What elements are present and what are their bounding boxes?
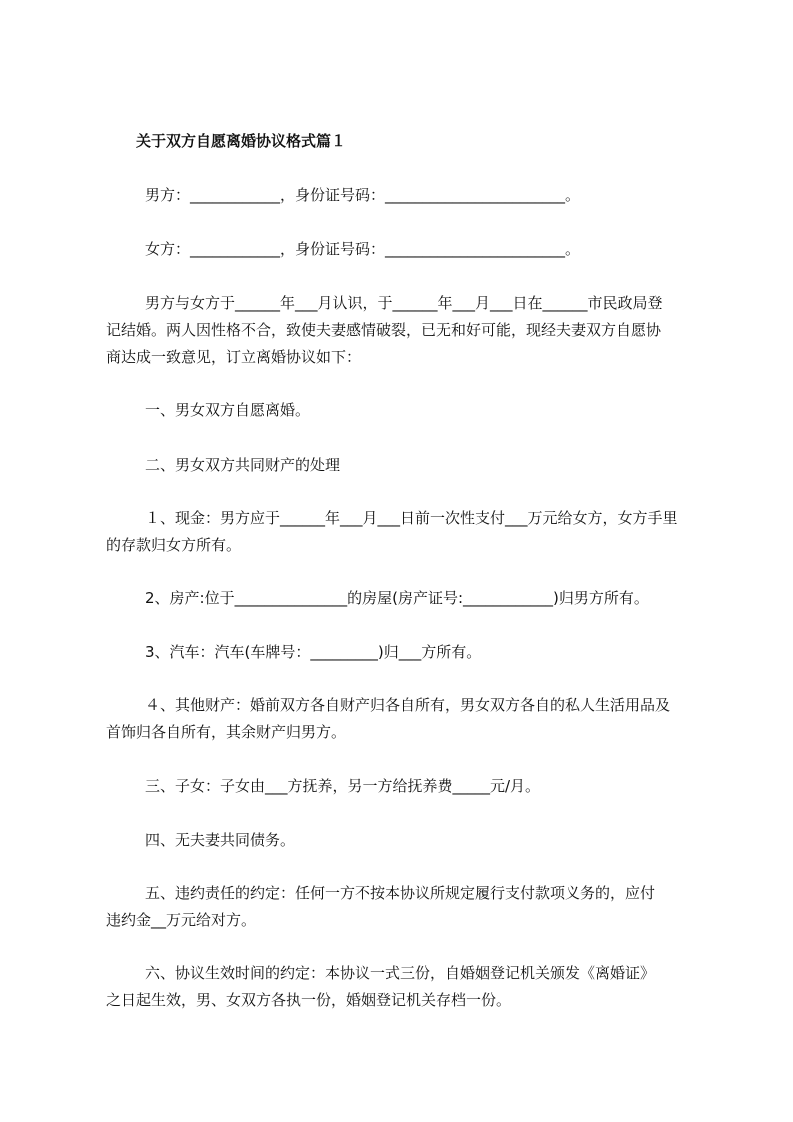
clause-2-heading: 二、男女双方共同财产的处理: [145, 456, 341, 474]
clause-5-line-2: 违约金__万元给对方。: [106, 911, 257, 929]
cash-line-1: １、现金：男方应于______年___月___日前一次性支付___万元给女方，女方手里: [145, 509, 678, 527]
male-party-line: 男方：____________，身份证号码：________________________。: [145, 186, 581, 204]
car-line: 3、汽车：汽车(车牌号：_________)归___方所有。: [145, 643, 482, 661]
preamble-line-3: 商达成一致意见，订立离婚协议如下：: [106, 348, 362, 366]
preamble-line-2: 记结婚。两人因性格不合，致使夫妻感情破裂，已无和好可能，现经夫妻双方自愿协: [106, 321, 662, 339]
other-property-line-1: ４、其他财产：婚前双方各自财产归各自所有，男女双方各自的私人生活用品及: [145, 696, 671, 714]
female-party-line: 女方：____________，身份证号码：________________________。: [145, 240, 581, 258]
cash-line-2: 的存款归女方所有。: [106, 536, 242, 554]
document-title: 关于双方自愿离婚协议格式篇１: [136, 132, 347, 150]
other-property-line-2: 首饰归各自所有，其余财产归男方。: [106, 723, 347, 741]
clause-6-line-2: 之日起生效，男、女双方各执一份，婚姻登记机关存档一份。: [106, 991, 512, 1009]
clause-1: 一、男女双方自愿离婚。: [145, 401, 311, 419]
clause-6-line-1: 六、协议生效时间的约定：本协议一式三份，自婚姻登记机关颁发《离婚证》: [145, 964, 656, 982]
clause-3: 三、子女：子女由___方抚养，另一方给抚养费_____元/月。: [145, 777, 541, 795]
property-line: 2、房产:位于_______________的房屋(房产证号:____________)归男方所有。: [145, 589, 649, 607]
preamble-line-1: 男方与女方于______年___月认识，于______年___月___日在______市民政局登: [145, 294, 663, 312]
clause-4: 四、无夫妻共同债务。: [145, 831, 296, 849]
clause-5-line-1: 五、违约责任的约定：任何一方不按本协议所规定履行支付款项义务的，应付: [145, 884, 656, 902]
